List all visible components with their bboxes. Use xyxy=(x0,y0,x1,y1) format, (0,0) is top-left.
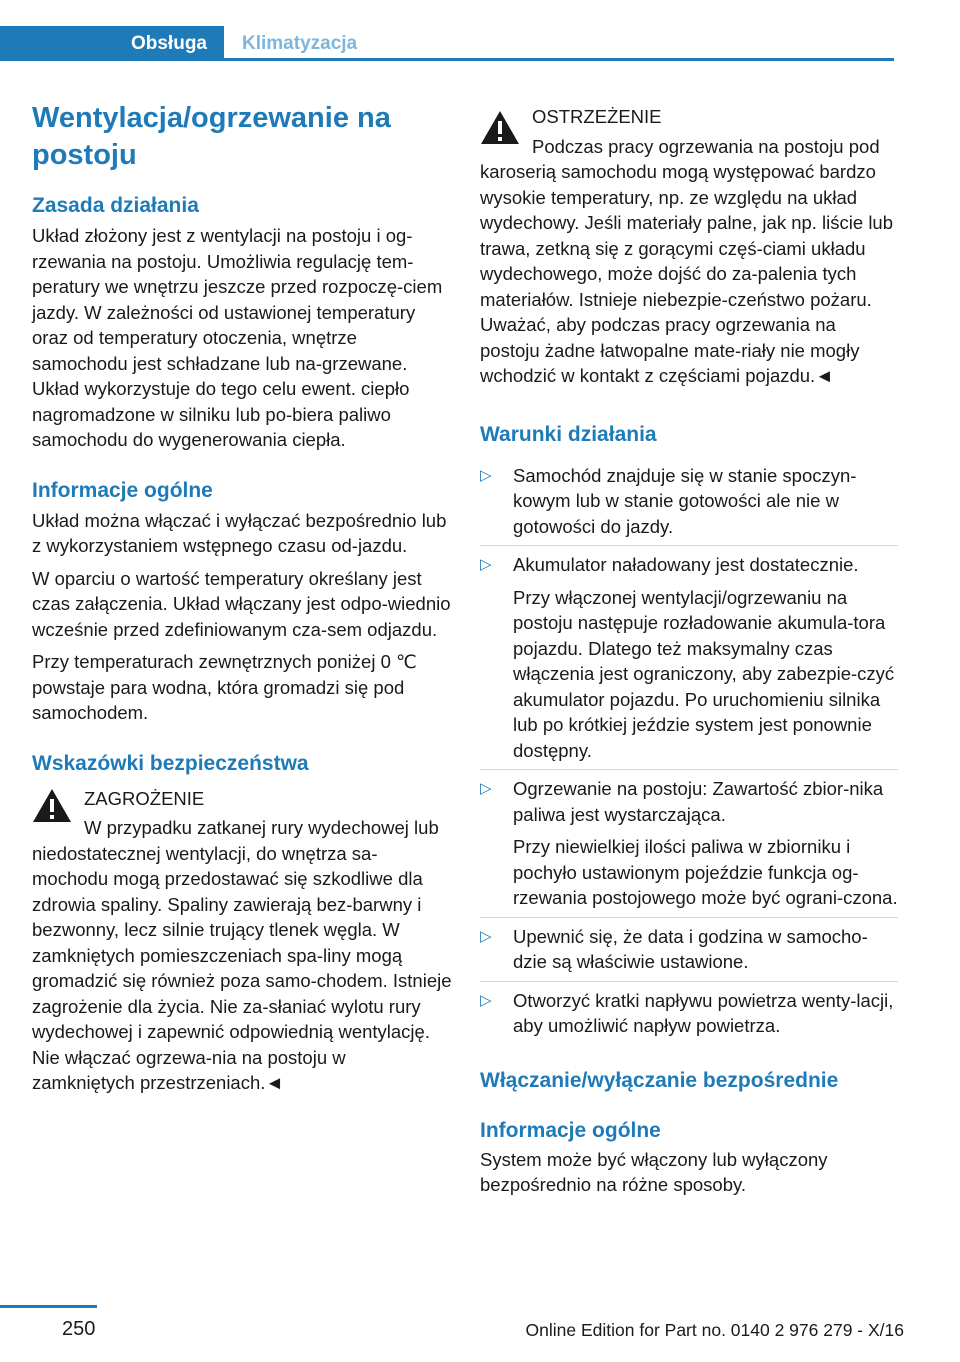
triangle-bullet-icon: ▷ xyxy=(480,556,492,573)
warning-danger xyxy=(32,786,452,1096)
triangle-bullet-icon: ▷ xyxy=(480,927,492,945)
triangle-bullet-icon: ▷ xyxy=(480,991,492,1009)
list-item xyxy=(480,545,898,769)
heading-wskazowki: Wskazówki bezpieczeństwa xyxy=(32,751,309,775)
list-item xyxy=(480,455,898,546)
page-number: 250 xyxy=(62,1318,96,1340)
left-column xyxy=(32,100,452,1096)
warning-danger-title: ZAGROŻENIE xyxy=(84,787,205,809)
triangle-bullet-icon: ▷ xyxy=(480,466,492,484)
list-item-text: Upewnić się, że data i godzina w samocho-dzie są właściwie ustawione. xyxy=(513,925,868,972)
warning-triangle-icon xyxy=(480,110,520,145)
warning-caution xyxy=(480,104,898,389)
text-zasada: Układ złożony jest z wentylacji na postoju i og-rzewania na postoju. Umożliwia regulację tem-peratury we wnętrzu jeszcze przed rozpoczę-ciem jazdy. W zależności od ustawionej temperatury oraz od temperatury otoczenia, wnętrze samochodu jest schładzane lub na-grzewane. Układ wykorzystuje do tego celu ewent. ciepło nagromadzone w silniku lub po-biera paliwo samochodu do wygenerowania ciepła. xyxy=(32,225,443,450)
warning-triangle-icon xyxy=(32,788,72,823)
list-item-text: Otworzyć kratki napływu powietrza wenty-lacji, aby umożliwić napływ powietrza. xyxy=(513,989,894,1036)
tab-obsluga[interactable]: Obsługa xyxy=(0,26,224,61)
list-item xyxy=(480,769,898,917)
tab-klimatyzacja[interactable]: Klimatyzacja xyxy=(242,32,358,54)
warning-caution-text: Podczas pracy ogrzewania na postoju pod karoserią samochodu mogą występować bardzo wysokie temperatury, np. ze względu na układ wydechowy. Jeśli materiały palne, jak np. liście lub trawa, zetkną się z gorącymi częś-ciami układu wydechowego, może dojść do za-palenia tych materiałów. Istnieje niebezpie-czeństwo pożaru. Uważać, aby podczas pracy ogrzewania na postoju żadne łatwopalne mate-riały nie mogły wchodzić w kontakt z częściami pojazdu.◄ xyxy=(480,135,894,386)
list-item-text: Ogrzewanie na postoju: Zawartość zbior-nika paliwa jest wystarczająca. xyxy=(513,778,884,825)
list-item xyxy=(480,981,898,1045)
text-informacje-3: Przy temperaturach zewnętrznych poniżej 0 ℃ powstaje para wodna, która gromadzi się pod samochodem. xyxy=(32,651,417,723)
heading-warunki: Warunki działania xyxy=(480,422,657,446)
heading-wlaczanie: Włączanie/wyłączanie bezpośrednie xyxy=(480,1068,839,1092)
edition-text: Online Edition for Part no. 0140 2 976 279 - X/16 xyxy=(525,1320,904,1340)
warning-caution-title: OSTRZEŻENIE xyxy=(532,106,662,127)
list-item-subtext: Przy włączonej wentylacji/ogrzewaniu na postoju następuje rozładowanie akumula-tora pojazdu. Dlatego też maksymalny czas włączenia jest ograniczony, aby zabezpie-czyć akumulator pojazdu. Po uruchomieniu silnika lub po krótkiej jeździe system jest ponownie dostępny. xyxy=(513,586,895,761)
list-item-text: Akumulator naładowany jest dostatecznie. xyxy=(513,554,859,575)
text-informacje-1: Układ można włączać i wyłączać bezpośrednio lub z wykorzystaniem wstępnego czasu od-jazdu. xyxy=(32,509,447,556)
list-item xyxy=(480,917,898,981)
list-item-subtext: Przy niewielkiej ilości paliwa w zbiorniku i pochyło ustawionym pojeździe funkcja og-rzewania postojowego może być ograni-czona. xyxy=(513,836,898,908)
footer-rule xyxy=(0,1305,97,1308)
text-informacje-2b: System może być włączony lub wyłączony bezpośrednio na różne sposoby. xyxy=(480,1148,828,1195)
triangle-bullet-icon: ▷ xyxy=(480,780,492,797)
header-rule xyxy=(0,58,894,61)
page-title: Wentylacja/ogrzewanie na postoju xyxy=(32,102,391,171)
heading-informacje: Informacje ogólne xyxy=(32,478,213,502)
list-item-text: Samochód znajduje się w stanie spoczyn-kowym lub w stanie gotowości ale nie w gotowości do jazdy. xyxy=(513,464,857,537)
heading-informacje-2: Informacje ogólne xyxy=(480,1118,661,1142)
warning-danger-text: W przypadku zatkanej rury wydechowej lub niedostatecznej wentylacji, do wnętrza sa-mochodu mogą przedostawać się szkodliwe dla zdrowia spaliny. Spaliny zawierają bez-barwny i bezwonny, lecz silnie trujący tlenek węgla. W zamkniętych pomieszczeniach spa-liny mogą gromadzić się również poza samo-chodem. Istnieje zagrożenie dla życia. Nie za-słaniać wylotu rury wydechowej i zapewnić odpowiednią wentylację. Nie włączać ogrzewa-nia na postoju w zamkniętych przestrzeniach.◄ xyxy=(32,817,452,1093)
right-column xyxy=(480,100,898,1198)
text-informacje-2: W oparciu o wartość temperatury określany jest czas załączenia. Układ włączany jest odpo-wiednio wcześnie przed zdefiniowanym cza-sem odjazdu. xyxy=(32,567,451,640)
conditions-list xyxy=(480,455,898,1045)
heading-zasada: Zasada działania xyxy=(32,194,199,217)
